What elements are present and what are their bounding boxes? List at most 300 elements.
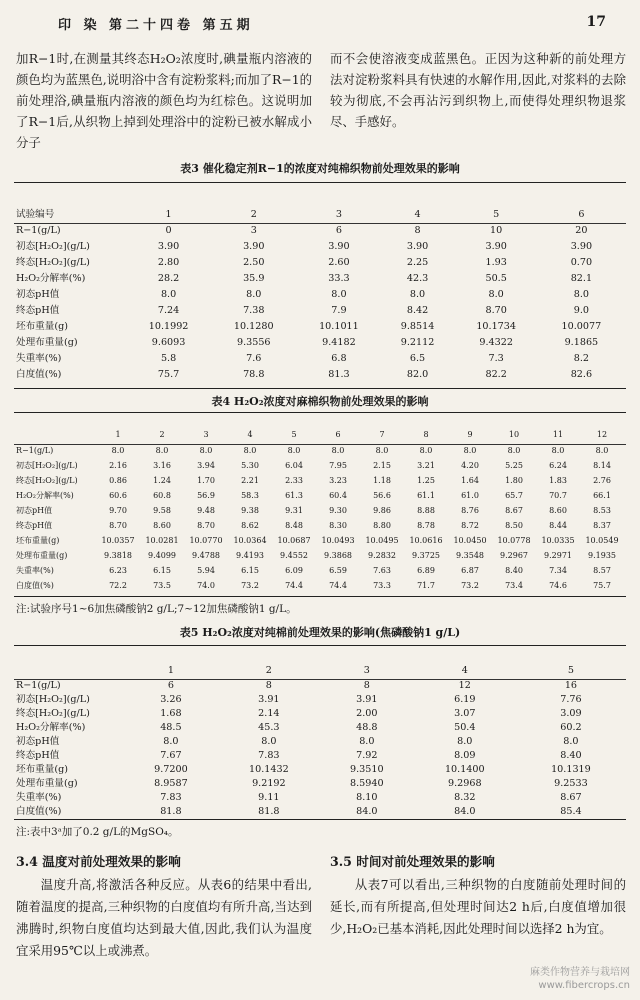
table3-cell: 9.3556 [236, 336, 271, 348]
table5-col-header: 1 [167, 664, 174, 676]
table3-cell: 9.6093 [151, 336, 186, 348]
table4-cell: 9.70 [109, 506, 127, 516]
table5-row-label: R−1(g/L) [16, 679, 61, 691]
table4-row [16, 534, 624, 549]
table4-cell: 1.18 [373, 476, 391, 486]
table3-cell: 35.9 [243, 272, 265, 284]
table4-cell: 10.0778 [497, 536, 531, 546]
table4-cell: 56.6 [373, 491, 391, 501]
table4-col-header: 9 [467, 429, 473, 439]
table3-row [16, 319, 624, 335]
table4-cell: 61.1 [417, 491, 435, 501]
table4-row [16, 579, 624, 594]
table5-row [16, 721, 624, 735]
table4-top-rule [14, 412, 626, 413]
table4-cell: 10.0450 [453, 536, 487, 546]
table4-cell: 10.0616 [409, 536, 443, 546]
table3-col-header: 1 [165, 208, 172, 220]
table4-cell: 0.86 [109, 476, 127, 486]
running-title: 印 染 第二十四卷 第五期 [58, 18, 254, 33]
table3-bottom-rule [14, 388, 626, 389]
table4-cell: 2.16 [109, 461, 127, 471]
table3-row-label: 坯布重量(g) [16, 320, 69, 332]
table4-col-header: 4 [247, 429, 253, 439]
table4-cell: 8.0 [551, 446, 565, 456]
table4-cell: 5.30 [241, 461, 259, 471]
table3-cell: 50.5 [485, 272, 507, 284]
table5-row [16, 693, 624, 707]
table4-cell: 9.3818 [104, 551, 132, 561]
section-3-4-heading: 3.4 温度对前处理效果的影响 [16, 854, 181, 869]
table3-cell: 10.0077 [561, 320, 602, 332]
intro-left-text: 加R−1时,在测量其终态H₂O₂浓度时,碘量瓶内溶液的颜色均为蓝黑色,说明浴中含有淀粉浆料;而加了R−1的前处理浴,碘量瓶内溶液的颜色均为红棕色。这说明加了R−1后,从织物上掉到处理浴中的淀粉已被水解成小分子 [16, 51, 312, 150]
table3-row-label: 白度值(%) [16, 368, 62, 380]
table5-cell: 8.67 [560, 791, 582, 803]
table5-cell: 8 [265, 679, 272, 691]
table4-cell: 8.0 [419, 446, 433, 456]
table3-col-header: 3 [335, 208, 342, 220]
table4-cell: 1.83 [549, 476, 567, 486]
table4-cell: 8.0 [199, 446, 213, 456]
table4-cell: 9.48 [197, 506, 215, 516]
table5-header-label [16, 663, 126, 679]
table3-cell: 20 [575, 224, 588, 236]
table4-cell: 73.3 [373, 581, 391, 591]
table4-cell: 56.9 [197, 491, 215, 501]
table4-col-header: 12 [596, 429, 608, 439]
table3-cell: 82.6 [570, 368, 593, 380]
table5-cell: 50.4 [454, 721, 476, 733]
table3-cell: 81.3 [328, 368, 350, 380]
table3-cell: 3.90 [328, 240, 350, 252]
table5-cell: 9.2192 [252, 777, 286, 789]
table4-cell: 61.0 [461, 491, 479, 501]
table4-cell: 8.60 [549, 506, 567, 516]
table4-cell: 1.70 [197, 476, 215, 486]
table4-cell: 6.23 [109, 566, 127, 576]
table4-cell: 6.89 [417, 566, 435, 576]
table4-cell: 1.24 [153, 476, 171, 486]
table4-cell: 10.0357 [101, 536, 135, 546]
table3-cell: 9.8514 [400, 320, 435, 332]
table3-cell: 82.0 [406, 368, 429, 380]
table3-cell: 3.90 [570, 240, 593, 252]
table4-cell: 65.7 [505, 491, 523, 501]
table3-row-label: 处理布重量(g) [16, 336, 78, 348]
table4-col-header: 2 [159, 429, 165, 439]
table5-cell: 3.09 [560, 707, 582, 719]
table4-cell: 8.0 [463, 446, 477, 456]
table3-caption: 表3 催化稳定剂R−1的浓度对纯棉织物前处理效果的影响 [180, 162, 460, 175]
table4-cell: 9.4193 [236, 551, 264, 561]
table5-cell: 6 [167, 679, 174, 691]
table3-cell: 78.8 [243, 368, 265, 380]
table4-cell: 73.2 [241, 581, 259, 591]
table5-row-label: 初态pH值 [16, 735, 60, 747]
table4-cell: 9.2971 [544, 551, 572, 561]
intro-right-column [330, 48, 626, 132]
table5-row [16, 735, 624, 749]
table3-col-header: 6 [578, 208, 585, 220]
table5-cell: 7.67 [160, 749, 182, 761]
table4-cell: 1.80 [505, 476, 523, 486]
table3-header-row [16, 207, 624, 223]
table4-header-label [16, 426, 96, 444]
section-3-4-column [16, 874, 312, 962]
table5-cell: 84.0 [356, 805, 378, 817]
table3-cell: 6.5 [409, 352, 426, 364]
intro-left-column [16, 48, 312, 153]
table5-cell: 8.0 [163, 735, 179, 747]
table4-cell: 10.0364 [233, 536, 267, 546]
table4-cell: 8.57 [593, 566, 611, 576]
table4-cell: 9.2967 [500, 551, 528, 561]
table3-cell: 1.93 [485, 256, 507, 268]
table5-cell: 8.5940 [350, 777, 384, 789]
table5-cell: 3.91 [258, 693, 280, 705]
table4-cell: 8.53 [593, 506, 611, 516]
table5-col-header: 2 [265, 664, 272, 676]
table4-col-header: 6 [335, 429, 341, 439]
table4-row-label: H₂O₂分解率(%) [16, 491, 74, 501]
table3-row [16, 271, 624, 287]
table4-cell: 8.62 [241, 521, 259, 531]
table3-cell: 8.0 [409, 288, 426, 300]
table3 [16, 207, 624, 383]
table4-cell: 8.44 [549, 521, 567, 531]
table3-cell: 82.2 [485, 368, 507, 380]
table3-cell: 7.24 [157, 304, 180, 316]
table4-cell: 61.3 [285, 491, 303, 501]
table4-cell: 73.5 [153, 581, 171, 591]
table5-cell: 8.0 [563, 735, 579, 747]
table5-cell: 16 [564, 679, 578, 691]
table5-cell: 48.5 [160, 721, 182, 733]
table4-cell: 1.25 [417, 476, 435, 486]
table5-row [16, 805, 624, 819]
table3-row [16, 351, 624, 367]
table5-cell: 8 [363, 679, 370, 691]
table5-row-label: 坯布重量(g) [16, 763, 69, 775]
table4-header-rule [14, 444, 626, 445]
table3-col-header: 5 [493, 208, 500, 220]
table4-row-label: 初态[H₂O₂](g/L) [16, 461, 78, 471]
table5-row [16, 791, 624, 805]
table3-cell: 8.0 [573, 288, 589, 300]
table3-row [16, 223, 624, 239]
table4-cell: 10.0770 [189, 536, 223, 546]
table4-row [16, 504, 624, 519]
table5-cell: 7.92 [356, 749, 378, 761]
table4-cell: 8.67 [505, 506, 523, 516]
table4-row-label: R−1(g/L) [16, 446, 54, 456]
table3-cell: 7.38 [243, 304, 265, 316]
table3-row-label: 终态[H₂O₂](g/L) [16, 256, 90, 268]
table4-cell: 8.70 [197, 521, 215, 531]
table4-cell: 10.0281 [145, 536, 179, 546]
table4-cell: 8.0 [243, 446, 257, 456]
table5-cell: 8.0 [261, 735, 277, 747]
table5-row [16, 749, 624, 763]
table4-cell: 9.4099 [148, 551, 176, 561]
table4-cell: 8.80 [373, 521, 391, 531]
table5-cell: 9.7200 [154, 763, 188, 775]
table4-cell: 74.4 [329, 581, 347, 591]
table5 [16, 663, 624, 819]
table4-cell: 9.3868 [324, 551, 352, 561]
table4-cell: 8.37 [593, 521, 611, 531]
table3-cell: 2.60 [328, 256, 350, 268]
table3-cell: 8.0 [331, 288, 347, 300]
table4-col-header: 8 [423, 429, 429, 439]
table4-cell: 7.95 [329, 461, 347, 471]
table3-cell: 3.90 [485, 240, 507, 252]
table3-cell: 10.1280 [233, 320, 274, 332]
table5-row-label: H₂O₂分解率(%) [16, 721, 86, 733]
table3-top-rule [14, 182, 626, 183]
table3-cell: 10.1992 [148, 320, 189, 332]
table4-row-label: 终态pH值 [16, 521, 53, 531]
table5-cell: 9.2533 [554, 777, 588, 789]
table3-row [16, 335, 624, 351]
table5-cell: 9.3510 [350, 763, 384, 775]
table4-cell: 10.0687 [277, 536, 311, 546]
table5-col-header: 5 [567, 664, 574, 676]
table4-cell: 8.0 [287, 446, 301, 456]
table3-cell: 7.9 [331, 304, 347, 316]
table3-row [16, 287, 624, 303]
table5-cell: 3.07 [454, 707, 476, 719]
table5-cell: 48.8 [356, 721, 378, 733]
table5-cell: 84.0 [454, 805, 476, 817]
table3-cell: 9.4322 [479, 336, 513, 348]
table3-cell: 2.50 [243, 256, 265, 268]
table5-cell: 8.0 [359, 735, 375, 747]
table4-cell: 8.0 [595, 446, 609, 456]
table3-cell: 8.2 [573, 352, 589, 364]
table3-cell: 82.1 [570, 272, 593, 284]
table3-cell: 7.6 [246, 352, 262, 364]
table4-cell: 74.4 [285, 581, 303, 591]
table3-col-header: 2 [250, 208, 257, 220]
table4-cell: 3.23 [329, 476, 347, 486]
table4-cell: 8.30 [329, 521, 347, 531]
table5-row-label: 终态pH值 [16, 749, 60, 761]
table4-cell: 5.25 [505, 461, 523, 471]
section-3-5-column [330, 874, 626, 940]
table4-cell: 7.34 [549, 566, 567, 576]
table3-col-header: 4 [414, 208, 421, 220]
table5-cell: 7.83 [258, 749, 280, 761]
table5-cell: 8.40 [560, 749, 582, 761]
table5-cell: 81.8 [160, 805, 182, 817]
table3-row [16, 255, 624, 271]
table5-cell: 8.32 [454, 791, 476, 803]
table4-col-header: 5 [291, 429, 297, 439]
table4-cell: 2.33 [285, 476, 303, 486]
table3-cell: 8.42 [406, 304, 429, 316]
table4-cell: 10.0493 [321, 536, 355, 546]
table4-cell: 8.40 [505, 566, 523, 576]
table4-cell: 6.15 [241, 566, 259, 576]
table4-cell: 9.3725 [412, 551, 440, 561]
table4-cell: 9.58 [153, 506, 171, 516]
table4-cell: 60.8 [153, 491, 171, 501]
table4-cell: 72.2 [109, 581, 127, 591]
table4-row-label: 终态[H₂O₂](g/L) [16, 476, 78, 486]
table4-cell: 3.16 [153, 461, 171, 471]
intro-right-text: 而不会使溶液变成蓝黑色。正因为这种新的前处理方法对淀粉浆料具有快速的水解作用,因此,对浆料的去除较为彻底,不会再沾污到织物上,而使得处理织物退浆尽、手感好。 [330, 51, 626, 129]
table5-cell: 6.19 [454, 693, 476, 705]
table3-row-label: H₂O₂分解率(%) [16, 272, 86, 284]
table4-cell: 8.0 [375, 446, 389, 456]
table5-row [16, 763, 624, 777]
table4-row-label: 白度值(%) [16, 581, 54, 591]
table5-cell: 7.76 [560, 693, 582, 705]
table3-cell: 8.0 [160, 288, 177, 300]
table5-cell: 60.2 [560, 721, 582, 733]
section-3-4-body: 温度升高,将激活各种反应。从表6的结果中看出,随着温度的提高,三种织物的白度值均有所升高,当达到沸腾时,织物白度值均达到最大值,因此,我们认为温度宜采用95℃以上或沸煮。 [16, 877, 312, 958]
table5-cell: 12 [458, 679, 471, 691]
table4-cell: 6.24 [549, 461, 567, 471]
table3-cell: 9.1865 [564, 336, 599, 348]
table3-cell: 3.90 [243, 240, 265, 252]
table4-col-header: 10 [508, 429, 520, 439]
table4-cell: 10.0549 [585, 536, 619, 546]
table4-cell: 2.15 [373, 461, 391, 471]
table4-col-header: 3 [203, 429, 209, 439]
table4-cell: 8.76 [461, 506, 479, 516]
table3-cell: 3.90 [406, 240, 429, 252]
table4-cell: 9.38 [241, 506, 259, 516]
table3-cell: 42.3 [406, 272, 429, 284]
table4-cell: 9.30 [329, 506, 347, 516]
table4-cell: 8.70 [109, 521, 127, 531]
table4-cell: 7.63 [373, 566, 391, 576]
table4-cell: 58.3 [241, 491, 259, 501]
table4-cell: 9.4788 [192, 551, 220, 561]
table3-cell: 28.2 [157, 272, 180, 284]
table4-cell: 8.88 [417, 506, 435, 516]
table4-cell: 8.48 [285, 521, 303, 531]
table4-cell: 6.04 [285, 461, 303, 471]
table4-cell: 3.21 [417, 461, 435, 471]
table3-row-label: 终态pH值 [16, 304, 60, 316]
table4-row-label: 初态pH值 [16, 506, 53, 516]
table5-row [16, 707, 624, 721]
table4-cell: 9.3548 [456, 551, 484, 561]
section-3-5-heading: 3.5 时间对前处理效果的影响 [330, 854, 495, 869]
table3-cell: 3 [250, 224, 257, 236]
table4-cell: 60.6 [109, 491, 127, 501]
table4-row [16, 549, 624, 564]
table5-cell: 8.0 [457, 735, 473, 747]
table5-col-header: 3 [363, 664, 370, 676]
table3-cell: 10 [490, 224, 503, 236]
table4-col-header: 1 [115, 429, 121, 439]
table5-cell: 1.68 [160, 707, 182, 719]
table4-row [16, 564, 624, 579]
table3-cell: 6 [335, 224, 342, 236]
table4-cell: 75.7 [593, 581, 611, 591]
table4-cell: 3.94 [197, 461, 215, 471]
table4 [16, 426, 624, 594]
table4-header-row [16, 426, 624, 444]
table4-cell: 8.14 [593, 461, 611, 471]
table4-cell: 71.7 [417, 581, 435, 591]
table5-cell: 2.14 [258, 707, 280, 719]
table4-cell: 8.60 [153, 521, 171, 531]
table3-cell: 3.90 [157, 240, 180, 252]
table4-row [16, 519, 624, 534]
table5-row-label: 终态[H₂O₂](g/L) [16, 707, 90, 719]
table5-cell: 10.1319 [551, 763, 591, 775]
table5-cell: 3.91 [356, 693, 378, 705]
table3-cell: 8.0 [246, 288, 262, 300]
table5-header-row [16, 663, 624, 679]
watermark [530, 966, 630, 992]
table4-cell: 10.0335 [541, 536, 575, 546]
table4-cell: 6.59 [329, 566, 347, 576]
table4-cell: 1.64 [461, 476, 479, 486]
table3-row [16, 303, 624, 319]
table5-caption: 表5 H₂O₂浓度对纯棉前处理效果的影响(焦磷酸钠1 g/L) [179, 626, 461, 639]
table3-row-label: 失重率(%) [16, 352, 62, 364]
table3-header-rule [14, 223, 626, 224]
table5-cell: 45.3 [258, 721, 280, 733]
table3-cell: 7.3 [488, 352, 504, 364]
table4-note: 注:试验序号1~6加焦磷酸钠2 g/L;7~12加焦磷酸钠1 g/L。 [16, 603, 297, 615]
table3-cell: 2.80 [157, 256, 180, 268]
table3-row [16, 239, 624, 255]
table5-cell: 10.1432 [249, 763, 289, 775]
table5-cell: 2.00 [356, 707, 378, 719]
table4-cell: 9.31 [285, 506, 303, 516]
table4-col-header: 7 [379, 429, 385, 439]
watermark-line2: www.fibercrops.cn [538, 980, 630, 991]
table4-cell: 6.87 [461, 566, 479, 576]
table4-cell: 9.2832 [368, 551, 396, 561]
table4-cell: 5.94 [197, 566, 215, 576]
table5-cell: 8.9587 [154, 777, 188, 789]
table5-cell: 3.26 [160, 693, 182, 705]
table5-row [16, 777, 624, 791]
table4-row-label: 处理布重量(g) [16, 551, 68, 561]
table4-cell: 70.7 [549, 491, 567, 501]
table4-cell: 73.2 [461, 581, 479, 591]
table3-cell: 8.0 [488, 288, 504, 300]
table4-cell: 9.86 [373, 506, 391, 516]
table4-cell: 66.1 [593, 491, 611, 501]
table4-col-header: 11 [552, 429, 564, 439]
table5-cell: 9.2968 [447, 777, 482, 789]
table3-cell: 5.8 [160, 352, 177, 364]
table4-cell: 73.4 [505, 581, 523, 591]
table3-cell: 6.8 [331, 352, 347, 364]
table4-row [16, 444, 624, 459]
table4-cell: 8.78 [417, 521, 435, 531]
table5-row-label: 初态[H₂O₂](g/L) [16, 693, 90, 705]
table3-cell: 9.4182 [322, 336, 356, 348]
table5-cell: 9.11 [258, 791, 280, 803]
table5-cell: 85.4 [560, 805, 582, 817]
table3-row-label: 初态[H₂O₂](g/L) [16, 240, 90, 252]
table4-row [16, 459, 624, 474]
section-3-5-body: 从表7可以看出,三种织物的白度随前处理时间的延长,而有所提高,但处理时间达2 h后,白度值增加很少,H₂O₂已基本消耗,因此处理时间以选择2 h为宜。 [330, 877, 626, 936]
table3-cell: 0.70 [570, 256, 593, 268]
table4-cell: 8.0 [111, 446, 125, 456]
table4-cell: 8.0 [331, 446, 345, 456]
